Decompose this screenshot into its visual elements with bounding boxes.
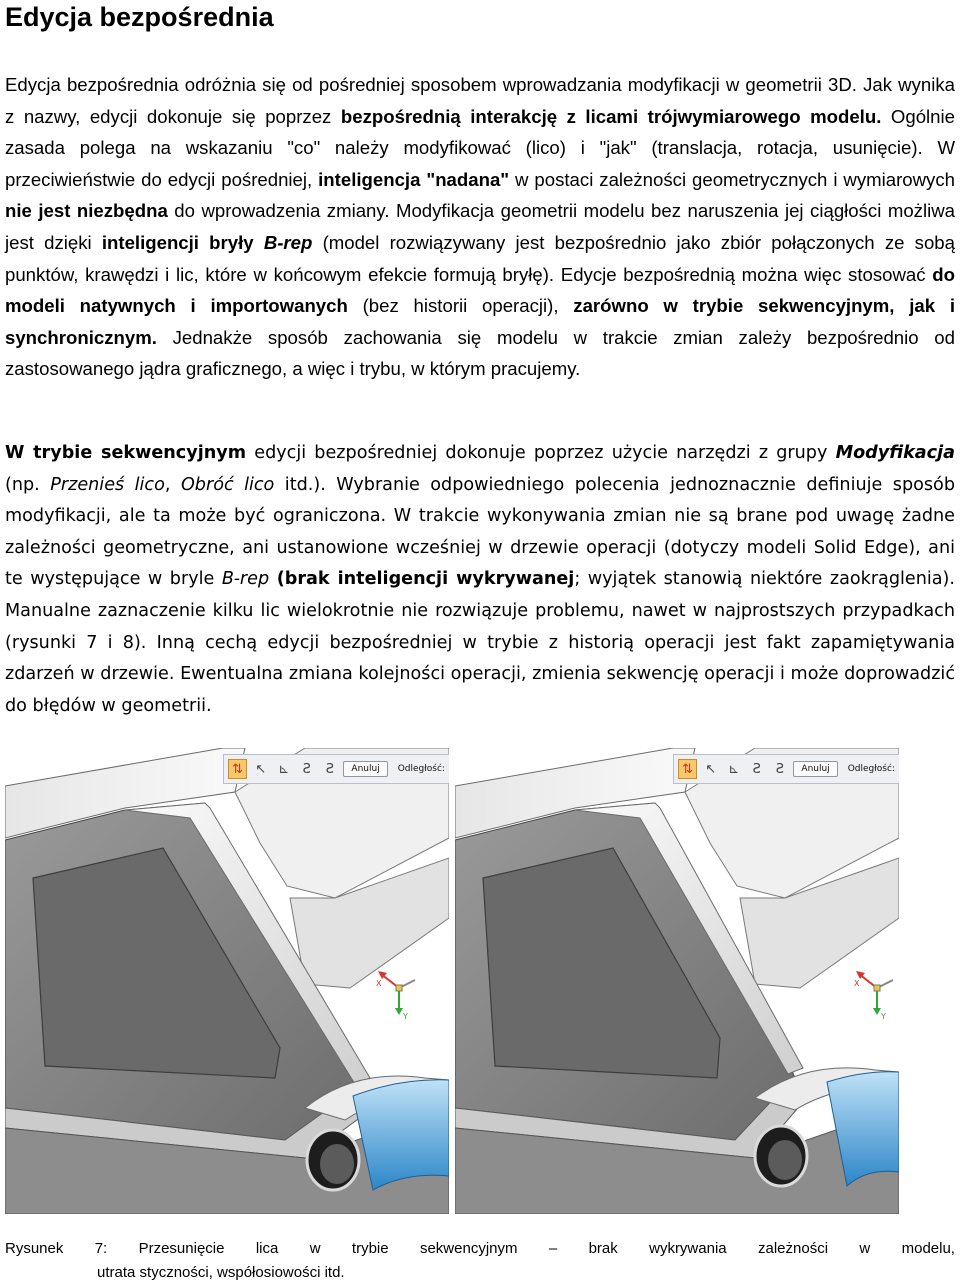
text-run: Jednakże sposób zachowania się modelu w trakcie zmian zależy bezpośrednio od zastosowanego jądra graficznego, a więc i trybu, w którym pracujemy. xyxy=(5,327,955,380)
caption-line-2: utrata styczności, współosiowości itd. xyxy=(5,1261,955,1285)
paragraph-sequential-mode xyxy=(5,438,955,722)
distance-label: Odległość: xyxy=(398,764,445,774)
text-run: inteligencja "nadana" xyxy=(318,169,509,190)
select-arrow-icon[interactable]: ↖ xyxy=(701,759,720,779)
caption-word: Rysunek xyxy=(5,1237,63,1261)
text-run: w postaci zależności geometrycznych i wymiarowych xyxy=(509,169,955,190)
figure-after xyxy=(455,748,899,1214)
caption-word: lica xyxy=(256,1237,279,1261)
axis-x-label: X xyxy=(376,979,382,988)
text-run: Modyfikacja xyxy=(836,443,955,463)
axis-y-label: Y xyxy=(402,1012,408,1020)
text-run xyxy=(269,569,277,589)
caption-word: w xyxy=(859,1237,870,1261)
step-icon[interactable]: Ƨ xyxy=(747,759,766,779)
text-run: (np. xyxy=(5,475,50,495)
text-run: Ogólnie zasada polega na wskazaniu "co" należy modyfikować (lico) i "jak" (translacja, rotacja, usunięcie). W przeciwieństwie do edycji pośredniej, xyxy=(5,106,955,190)
distance-label: Odległość: xyxy=(848,764,895,774)
caption-word: 7: xyxy=(95,1237,108,1261)
step-icon[interactable]: Ƨ xyxy=(297,759,316,779)
text-run: itd.). Wybranie odpowiedniego polecenia jednoznacznie definiuje sposób modyfikacji, ale ta może być ograniczona. W trakcie wykonywania zmian nie są brane pod uwagę żadne zależności geometryczne, ani ustanowione wcześniej w drzewie operacji (dotyczy modeli Solid Edge), ani te występujące w bryle xyxy=(5,475,955,590)
text-run: do modeli natywnych i importowanych xyxy=(5,264,955,317)
text-run: Edycja bezpośrednia odróżnia się od pośredniej sposobem wprowadzania modyfikacji w geometrii 3D. Jak wynika z nazwy, edycji dokonuje się poprzez xyxy=(5,74,955,127)
caption-line-1 xyxy=(5,1237,955,1261)
paragraph-intro xyxy=(5,69,955,385)
text-run: do wprowadzenia zmiany. Modyfikacja geometrii modelu bez naruszenia jej ciągłości możliwa jest dzięki xyxy=(5,200,955,253)
caption-word: zależności xyxy=(758,1237,828,1261)
text-run: , xyxy=(165,475,181,495)
caption-word: modelu, xyxy=(902,1237,955,1261)
caption-word: Przesunięcie xyxy=(139,1237,225,1261)
text-run: (model rozwiązywany jest bezpośrednio jako zbiór połączonych ze sobą punktów, krawędzi i lic, które w końcowym efekcie formują bryłę). Edycje bezpośrednią można więc stosować xyxy=(5,232,955,285)
text-run: (brak inteligencji wykrywanej xyxy=(277,569,575,589)
toolbar xyxy=(673,754,899,784)
text-run: inteligencji bryły xyxy=(102,232,264,253)
move-face-icon[interactable]: ⇅ xyxy=(228,759,247,779)
cancel-button[interactable]: Anuluj xyxy=(793,761,837,777)
axis-x-label: X xyxy=(854,979,860,988)
select-arrow-icon[interactable]: ↖ xyxy=(251,759,270,779)
step-alt-icon[interactable]: Ƨ xyxy=(320,759,339,779)
axis-icon[interactable]: ⊾ xyxy=(274,759,293,779)
text-run: ; wyjątek stanowią niektóre zaokrąglenia). Manualne zaznaczenie kilku lic wielokrotnie nie rozwiązuje problemu, nawet w najprostszych przypadkach (rysunki 7 i 8). Inną cechą edycji bezpośredniej w trybie z historią operacji jest fakt zapamiętywania zdarzeń w drzewie. Ewentualna zmiana kolejności operacji, zmienia sekwencję operacji i może doprowadzić do błędów w geometrii. xyxy=(5,569,955,715)
axis-icon[interactable]: ⊾ xyxy=(724,759,743,779)
text-run: nie jest niezbędna xyxy=(5,200,168,221)
text-run: Przenieś lico xyxy=(50,475,165,495)
text-run: (bez historii operacji), xyxy=(348,295,573,316)
text-run: bezpośrednią interakcję z licami trójwymiarowego modelu. xyxy=(341,106,882,127)
text-run: B-rep xyxy=(222,569,269,589)
axis-triad[interactable] xyxy=(375,960,425,1020)
caption-word: sekwencyjnym xyxy=(420,1237,518,1261)
caption-word: brak xyxy=(589,1237,618,1261)
caption-word: trybie xyxy=(352,1237,389,1261)
part-render-after xyxy=(455,748,899,1214)
text-run: W trybie sekwencyjnym xyxy=(5,443,246,463)
caption-word: w xyxy=(310,1237,321,1261)
text-run: zarówno w trybie sekwencyjnym, jak i synchronicznym. xyxy=(5,295,955,348)
text-run: Obróć lico xyxy=(181,475,274,495)
axis-y-label: Y xyxy=(880,1012,886,1020)
cancel-button[interactable]: Anuluj xyxy=(343,761,387,777)
page-title: Edycja bezpośrednia xyxy=(5,0,274,34)
caption-word: – xyxy=(549,1237,557,1261)
move-face-icon[interactable]: ⇅ xyxy=(678,759,697,779)
step-alt-icon[interactable]: Ƨ xyxy=(770,759,789,779)
caption-word: wykrywania xyxy=(649,1237,727,1261)
axis-triad[interactable] xyxy=(853,960,899,1020)
toolbar xyxy=(223,754,449,784)
text-run: B-rep xyxy=(264,232,313,253)
figure-before xyxy=(5,748,449,1214)
figure-caption xyxy=(5,1237,955,1285)
text-run: edycji bezpośredniej dokonuje poprzez użycie narzędzi z grupy xyxy=(246,443,836,463)
